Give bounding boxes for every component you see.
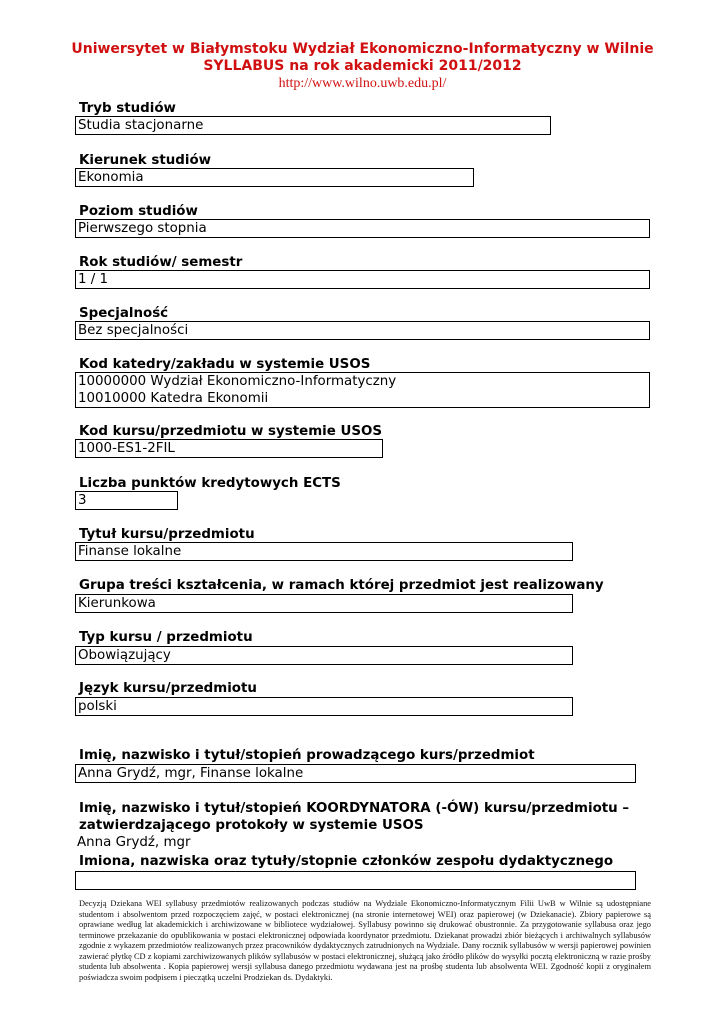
koordynator-label-line1: Imię, nazwisko i tytuł/stopień KOORDYNATORA (-ÓW) kursu/przedmiotu –	[79, 801, 630, 816]
koordynator-label-line2: zatwierdzającego protokoły w systemie USOS	[79, 818, 424, 833]
tytul-label: Tytuł kursu/przedmiotu	[79, 527, 255, 542]
tytul-value: Finanse lokalne	[75, 542, 573, 561]
kierunek-label: Kierunek studiów	[79, 153, 212, 168]
jezyk-value: polski	[75, 697, 573, 716]
katedra-value	[75, 372, 650, 408]
footer-note: Decyzją Dziekana WEI syllabusy przedmiotów realizowanych podczas studiów na Wydziale Ekonomiczno-Informatycznym Filii UwB w Wilnie są udostępniane studentom i absolwentom przed rozpoczęciem zajęć, w postaci elektronicznej (na stronie internetowej WEI) oraz papierowej (w Dziekanacie). Zbiory papierowe są oprawiane według lat akademickich i archiwizowane w bibliotece wydziałowej. Syllabusy powinno się drukować obustronnie. Za przygotowanie syllabusa oraz jego terminowe przekazanie do opublikowania w postaci elektronicznej odpowiada koordynator przedmiotu. Dziekanat prowadzi zbiór bieżących i archiwalnych syllabusów zgodnie z wykazem przedmiotów realizowanych przez pracowników dydaktycznych zatrudnionych na Wydziale. Dany rocznik syllabusów w wersji papierowej powinien zawierać płytkę CD z kopiami zarchiwizowanych plików syllabusów w postaci elektronicznej, służącą jako źródło plików do wysyłki pocztą elektroniczną w razie prośby studenta lub absolwenta . Kopia papierowej wersji syllabusa danego przedmiotu wydawana jest na prośbę studenta lub absolwenta WEI. Zgodność kopii z oryginałem poświadcza swoim podpisem i pieczątką uczelni Prodziekan ds. Dydaktyki.	[79, 899, 651, 982]
ects-label: Liczba punktów kredytowych ECTS	[79, 476, 341, 491]
katedra-value-line1: 10000000 Wydział Ekonomiczno-Informatyczny	[78, 374, 397, 389]
koordynator-value: Anna Grydź, mgr	[77, 835, 191, 850]
tryb-label: Tryb studiów	[79, 101, 176, 116]
zespol-label: Imiona, nazwiska oraz tytuły/stopnie członków zespołu dydaktycznego	[79, 854, 614, 869]
kod-kursu-value: 1000-ES1-2FIL	[75, 439, 383, 458]
specjalnosc-value: Bez specjalności	[75, 321, 650, 340]
rok-value: 1 / 1	[75, 270, 650, 289]
grupa-label: Grupa treści kształcenia, w ramach której przedmiot jest realizowany	[79, 578, 604, 593]
poziom-value: Pierwszego stopnia	[75, 219, 650, 238]
typ-value: Obowiązujący	[75, 646, 573, 665]
poziom-label: Poziom studiów	[79, 204, 198, 219]
zespol-value	[75, 871, 636, 890]
university-title: Uniwersytet w Białymstoku Wydział Ekonomiczno-Informatyczny w Wilnie	[71, 41, 654, 57]
tryb-value: Studia stacjonarne	[75, 116, 551, 135]
specjalnosc-label: Specjalność	[79, 306, 169, 321]
jezyk-label: Język kursu/przedmiotu	[79, 681, 257, 696]
kod-kursu-label: Kod kursu/przedmiotu w systemie USOS	[79, 424, 383, 439]
typ-label: Typ kursu / przedmiotu	[79, 630, 253, 645]
website-link[interactable]: http://www.wilno.uwb.edu.pl/	[278, 76, 447, 91]
kierunek-value: Ekonomia	[75, 168, 474, 187]
katedra-value-line2: 10010000 Katedra Ekonomii	[78, 391, 269, 406]
katedra-label: Kod katedry/zakładu w systemie USOS	[79, 357, 371, 372]
rok-label: Rok studiów/ semestr	[79, 255, 243, 270]
ects-value: 3	[75, 491, 178, 510]
syllabus-title: SYLLABUS na rok akademicki 2011/2012	[203, 58, 522, 74]
prowadzacy-label: Imię, nazwisko i tytuł/stopień prowadzącego kurs/przedmiot	[79, 748, 535, 763]
prowadzacy-value: Anna Grydź, mgr, Finanse lokalne	[75, 764, 636, 783]
grupa-value: Kierunkowa	[75, 594, 573, 613]
